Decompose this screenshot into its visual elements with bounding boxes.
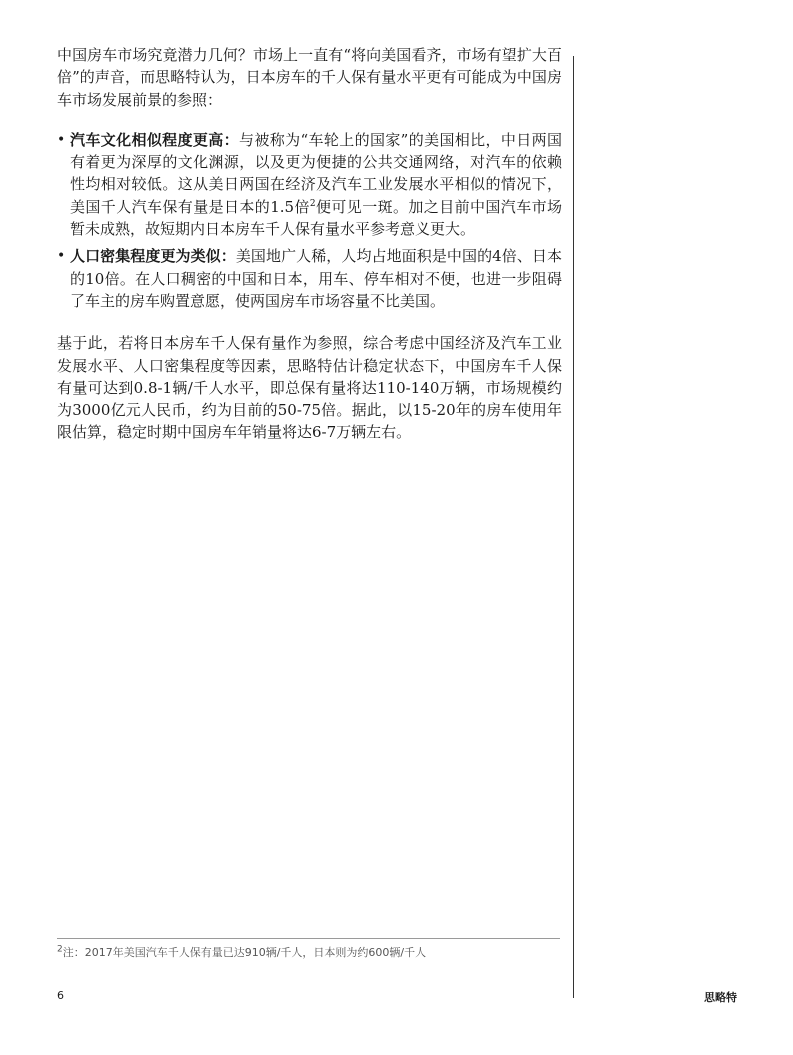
bullet-list — [57, 129, 562, 312]
footnote-ref: 2 — [309, 198, 316, 209]
footnote — [57, 945, 562, 961]
bullet-item-culture — [57, 129, 562, 240]
bullet-text-continued: 便可见一斑。加之目前中国汽车市场暂未成熟，故短期内日本房车千人保有量水平参考意义更大。 — [70, 197, 562, 239]
bullet-text: 美国地广人稀，人均占地面积是中国的4倍、日本的10倍。在人口稠密的中国和日本，用车、停车相对不便，也进一步阻碍了车主的房车购置意愿，使两国房车市场容量不比美国。 — [70, 247, 562, 310]
bullet-text: 与被称为“车轮上的国家”的美国相比，中日两国有着更为深厚的文化渊源，以及更为便捷的公共交通网络，对汽车的依赖性均相对较低。这从美日两国在经济及汽车工业发展水平相似的情况下，美国千人汽车保有量是日本的1.5倍 — [70, 130, 562, 216]
conclusion-paragraph: 基于此，若将日本房车千人保有量作为参照，综合考虑中国经济及汽车工业发展水平、人口密集程度等因素，思略特估计稳定状态下，中国房车千人保有量可达到0.8-1辆/千人水平，即总保有量将达110-140万辆，市场规模约为3000亿元人民币，约为目前的50-75倍。据此，以15-20年的房车使用年限估算，稳定时期中国房车年销量将达6-7万辆左右。 — [57, 334, 562, 442]
main-content — [57, 44, 562, 444]
footnote-divider — [57, 938, 560, 939]
brand-name: 思略特 — [704, 991, 737, 1004]
bullet-item-population — [57, 245, 562, 312]
bullet-title: 人口密集程度更为类似： — [70, 247, 236, 266]
bullet-title: 汽车文化相似程度更高： — [70, 130, 240, 149]
footnote-text: 注：2017年美国汽车千人保有量已达910辆/千人，日本则为约600辆/千人 — [62, 946, 427, 959]
vertical-divider — [573, 56, 574, 998]
page-number: 6 — [57, 989, 64, 1002]
footnote-marker: 2 — [57, 944, 63, 955]
intro-paragraph: 中国房车市场究竟潜力几何？市场上一直有“将向美国看齐，市场有望扩大百倍”的声音，而思略特认为，日本房车的千人保有量水平更有可能成为中国房车市场发展前景的参照： — [57, 46, 562, 109]
